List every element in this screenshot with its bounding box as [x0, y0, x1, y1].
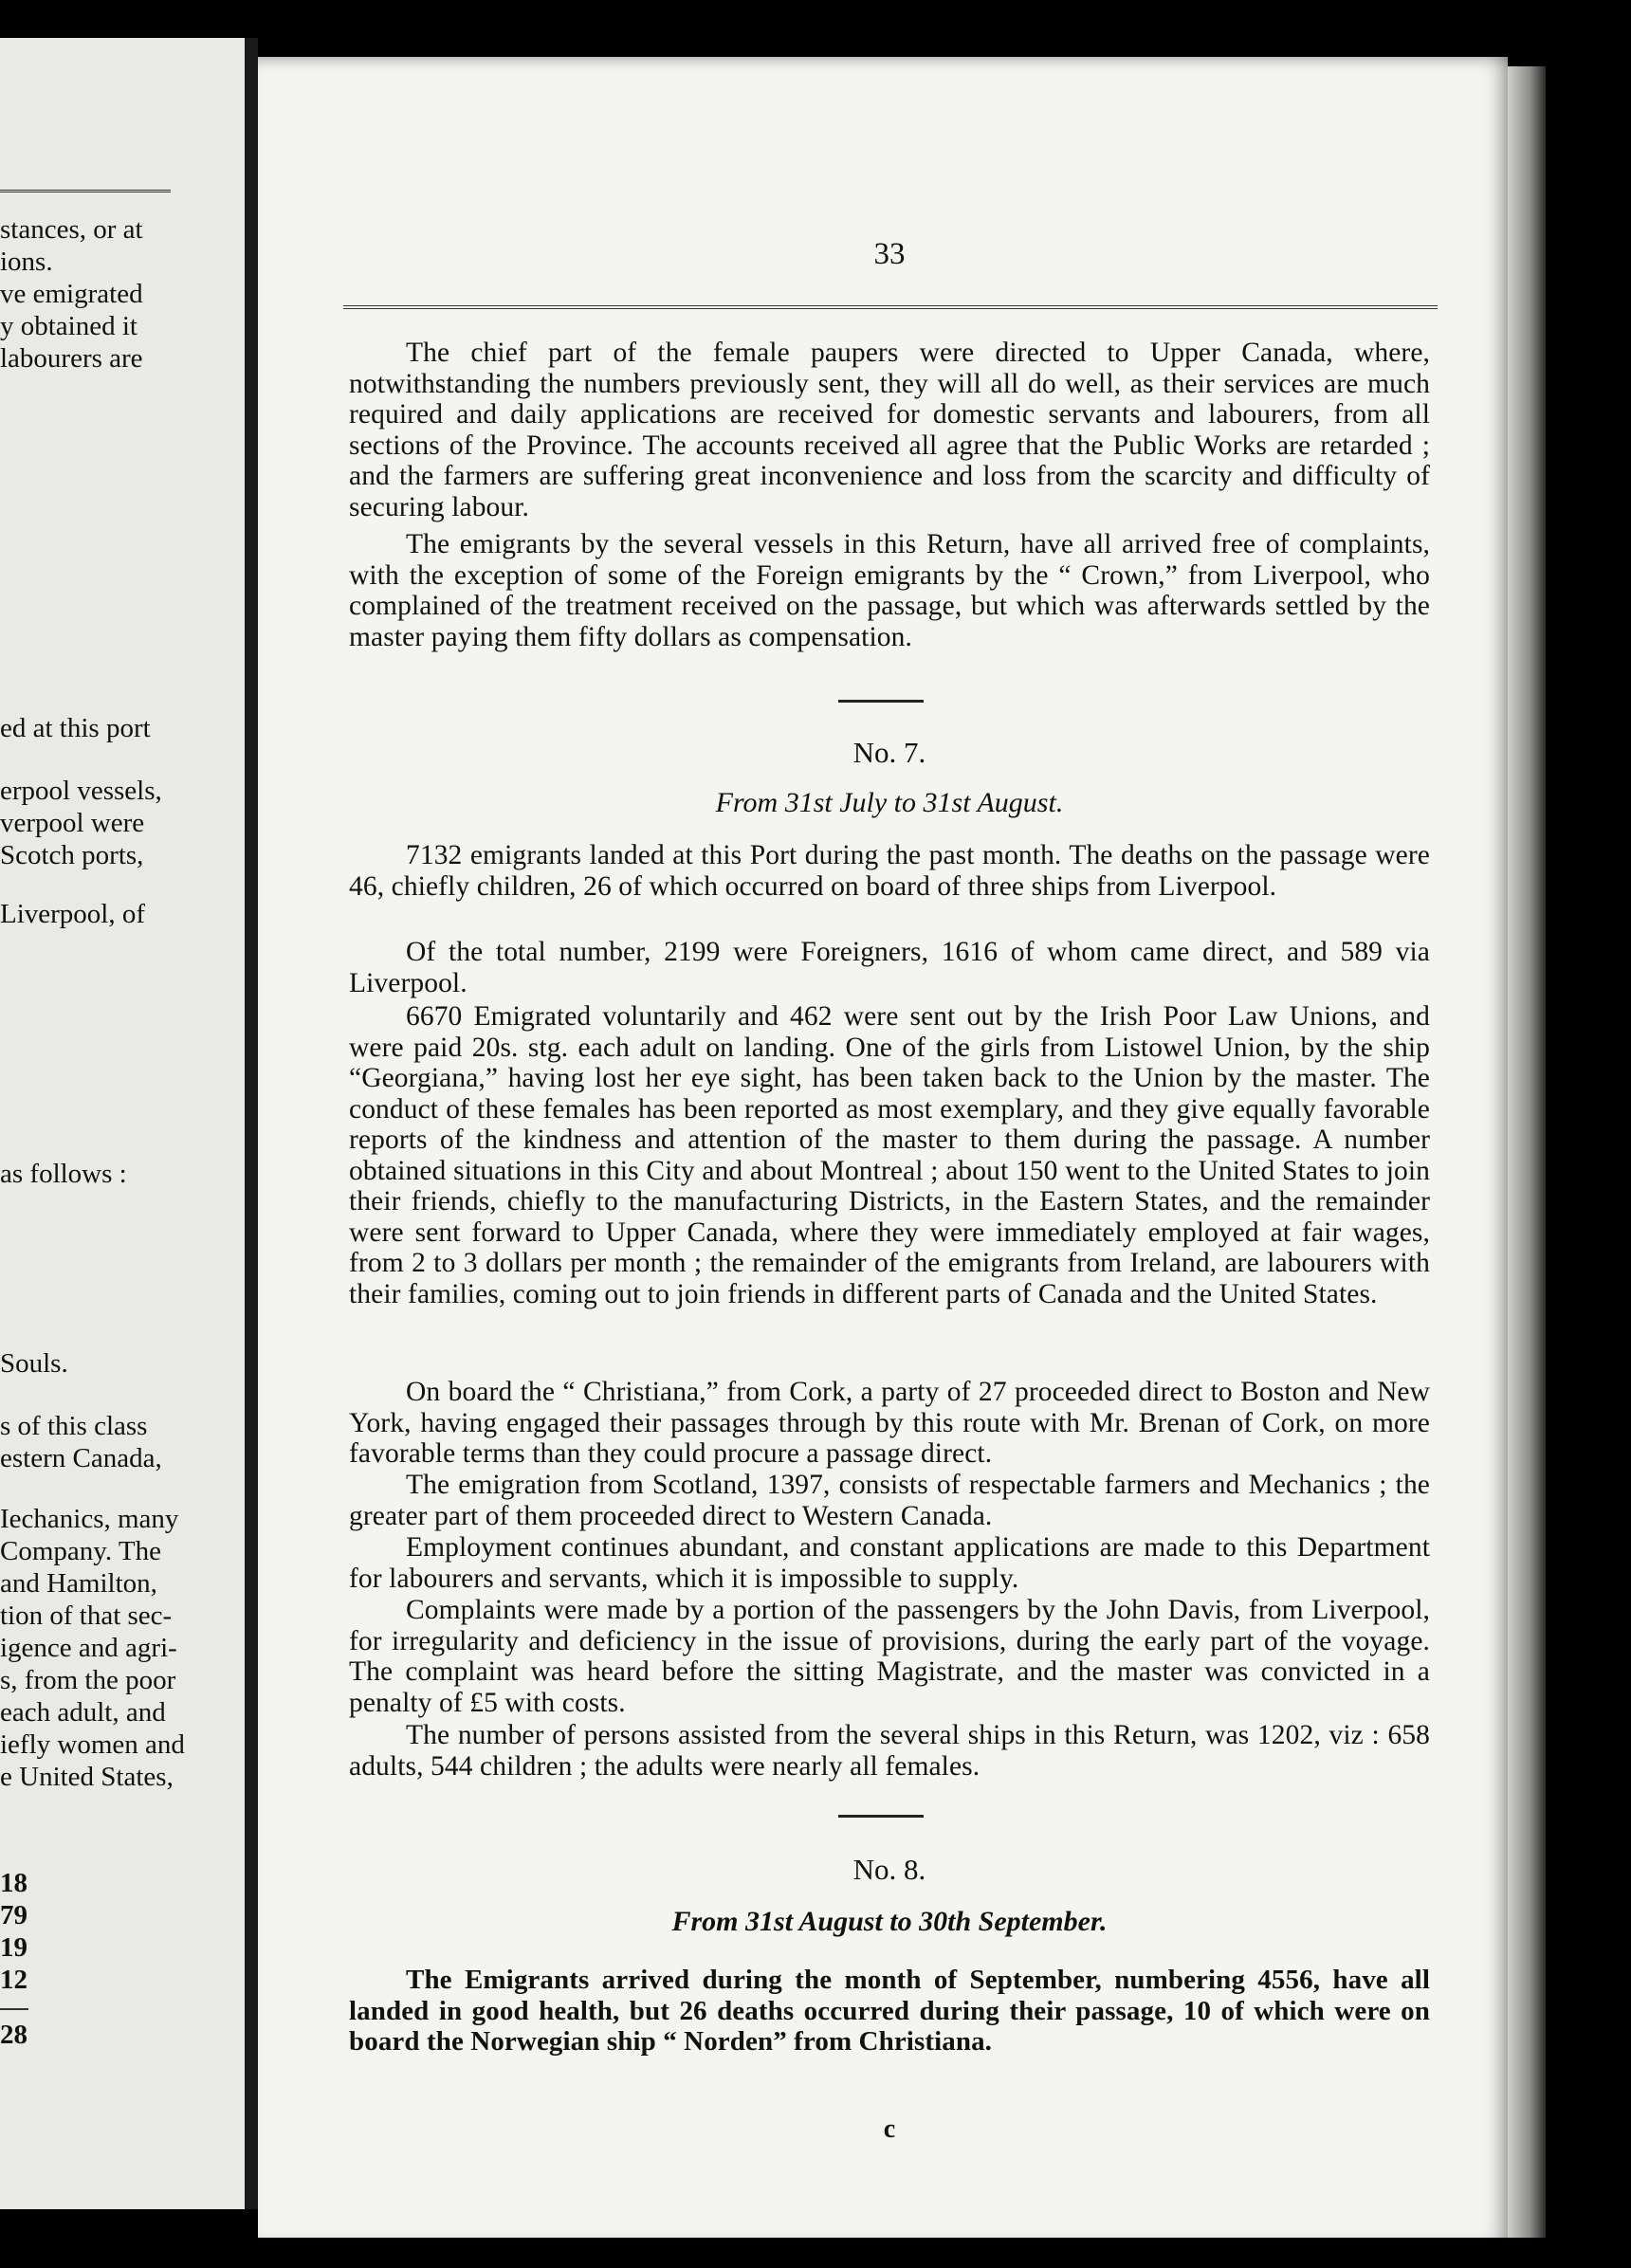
left-page-line: Iechanics, many	[0, 1504, 179, 1534]
section-heading: No. 8.	[852, 1853, 926, 1886]
intro-paragraph: The chief part of the female paupers were directed to Upper Canada, where, notwithstanding the numbers previously sent, they will all do well, as their services are much required and daily applications are received for domestic servants and labourers, from all sections of the Province. The accounts received all agree that the Public Works are retarded ; and the farmers are suffering great inconvenience and loss from the scarcity and difficulty of securing labour.	[349, 338, 1430, 522]
left-page-line: Liverpool, of	[0, 899, 146, 929]
left-page-line: erpool vessels,	[0, 776, 162, 806]
header-rule	[343, 305, 1438, 311]
section-paragraph: On board the “ Christiana,” from Cork, a party of 27 proceeded direct to Boston and New York, having engaged their passages through by this route with Mr. Brenan of Cork, on more favorable terms than they could procure a passage direct.	[349, 1377, 1430, 1469]
intro-paragraph: The emigrants by the several vessels in this Return, have all arrived free of complaints, with the exception of some of the Foreign emigrants by the “ Crown,” from Liverpool, who complained of the treatment received on the passage, but which was afterwards settled by the master paying them fifty dollars as compensation.	[349, 529, 1430, 652]
page-edge-shadow	[1508, 66, 1546, 2238]
section-date-range: From 31st August to 30th September.	[671, 1906, 1108, 1937]
left-page-line: e United States,	[0, 1762, 174, 1792]
left-page-line: iefly women and	[0, 1729, 185, 1760]
section-heading: No. 7.	[852, 736, 926, 769]
section-paragraph: The Emigrants arrived during the month of September, numbering 4556, have all landed in good health, but 26 deaths occurred during their passage, 10 of which were on board the Norwegian ship “ Norden” from Christiana.	[349, 1965, 1430, 2057]
left-page-line: each adult, and	[0, 1697, 166, 1728]
left-page-line: as follows :	[0, 1159, 127, 1189]
left-page-line: s of this class	[0, 1411, 148, 1441]
left-facing-page	[0, 38, 247, 2209]
section-paragraph: Of the total number, 2199 were Foreigners, 1616 of whom came direct, and 589 via Liverpool.	[349, 937, 1430, 998]
book-gutter	[245, 38, 258, 2209]
section-paragraph: 6670 Emigrated voluntarily and 462 were sent out by the Irish Poor Law Unions, and were paid 20s. stg. each adult on landing. One of the girls from Listowel Union, by the ship “Georgiana,” having lost her eye sight, has been taken back to the Union by the master. The conduct of these females has been reported as most exemplary, and they give equally favorable reports of the kindness and attention of the master to them during the passage. A number obtained situations in this City and about Montreal ; about 150 went to the United States to join their friends, chiefly to the manufacturing Districts, in the Eastern States, and the remainder were sent forward to Upper Canada, where they were immediately employed at fair wages, from 2 to 3 dollars per month ; the remainder of the emigrants from Ireland, are labourers with their families, coming out to join friends in different parts of Canada and the United States.	[349, 1001, 1430, 1309]
section-paragraph: Complaints were made by a portion of the passengers by the John Davis, from Liverpool, for irregularity and deficiency in the issue of provisions, during the early part of the voyage. The complaint was heard before the sitting Magistrate, and the master was convicted in a penalty of £5 with costs.	[349, 1595, 1430, 1718]
left-page-line: labourers are	[0, 343, 143, 374]
main-page	[258, 57, 1508, 2238]
left-page-line: ve emigrated	[0, 279, 143, 309]
left-page-line: 18	[0, 1868, 27, 1898]
left-page-line: stances, or at	[0, 214, 143, 245]
left-page-line: ed at this port	[0, 713, 151, 743]
section-paragraph: 7132 emigrants landed at this Port during the past month. The deaths on the passage were 46, chiefly children, 26 of which occurred on board of three ships from Liverpool.	[349, 840, 1430, 902]
left-page-line: 28	[0, 2020, 27, 2050]
left-page-line: Company. The	[0, 1536, 161, 1566]
left-page-line: tion of that sec-	[0, 1600, 173, 1631]
left-page-line: verpool were	[0, 808, 145, 838]
left-page-line: estern Canada,	[0, 1443, 162, 1473]
left-page-line: Scotch ports,	[0, 840, 144, 870]
signature-mark: c	[883, 2114, 896, 2144]
left-page-line: s, from the poor	[0, 1665, 176, 1695]
section-date-range: From 31st July to 31st August.	[715, 787, 1064, 818]
left-page-total-rule	[0, 2008, 28, 2010]
section-paragraph: The emigration from Scotland, 1397, consists of respectable farmers and Mechanics ; the greater part of them proceeded direct to Western Canada.	[349, 1470, 1430, 1531]
section-divider	[838, 1815, 924, 1818]
section-divider	[838, 700, 924, 703]
left-page-line: igence and agri-	[0, 1633, 177, 1663]
left-page-line: Souls.	[0, 1348, 68, 1379]
section-paragraph: The number of persons assisted from the several ships in this Return, was 1202, viz : 658 adults, 544 children ; the adults were nearly all females.	[349, 1720, 1430, 1782]
left-page-line: ions.	[0, 247, 53, 277]
section-paragraph: Employment continues abundant, and constant applications are made to this Department for labourers and servants, which it is impossible to supply.	[349, 1532, 1430, 1594]
left-page-line: 79	[0, 1900, 27, 1930]
left-page-rule	[0, 190, 171, 192]
page-number: 33	[873, 237, 906, 271]
left-page-line: 12	[0, 1965, 27, 1995]
left-page-line: and Hamilton,	[0, 1568, 157, 1599]
left-page-line: y obtained it	[0, 311, 137, 341]
left-page-line: 19	[0, 1932, 27, 1963]
